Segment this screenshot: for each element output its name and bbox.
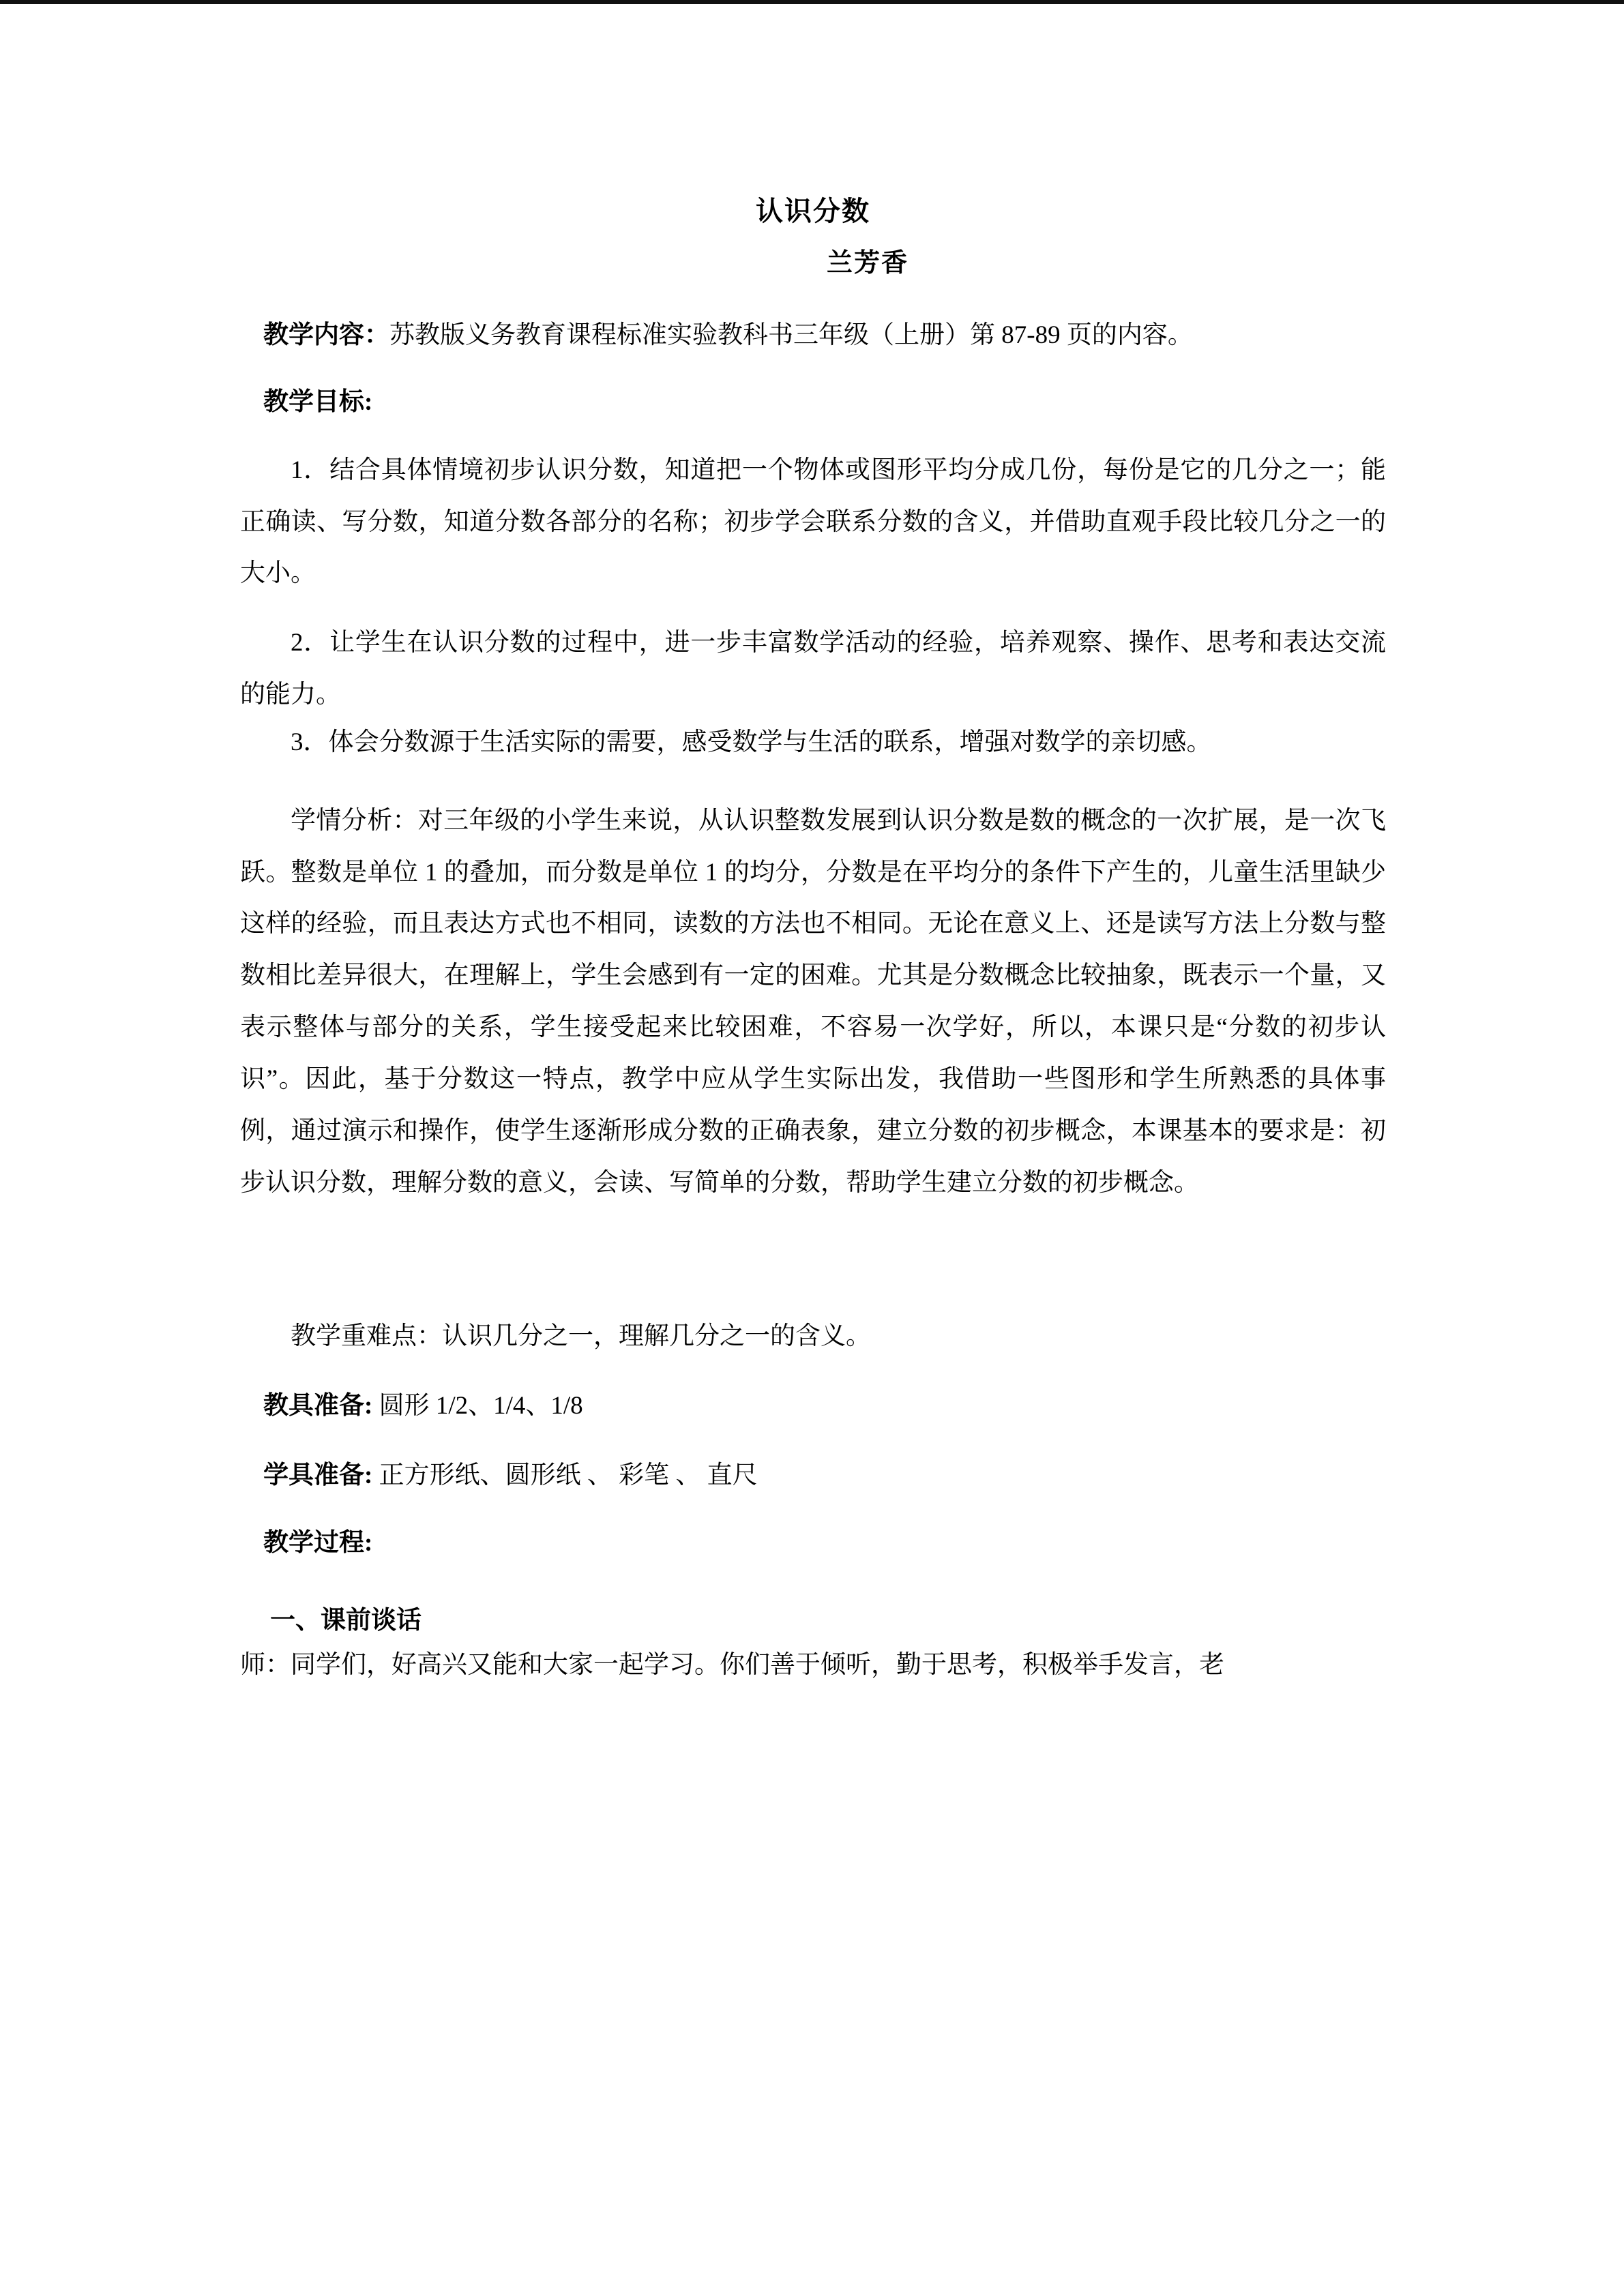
- section-one-line: 师：同学们，好高兴又能和大家一起学习。你们善于倾听，勤于思考，积极举手发言，老: [240, 1650, 1224, 1679]
- objectives-heading: 教学目标:: [263, 388, 373, 417]
- objective-item: 2．让学生在认识分数的过程中，进一步丰富数学活动的经验，培养观察、操作、思考和表达交流的能力。: [240, 629, 1386, 709]
- document-body: [240, 195, 1386, 1684]
- objective-item: 3．体会分数源于生活实际的需要，感受数学与生活的联系，增强对数学的亲切感。: [291, 728, 1212, 756]
- spacer: [240, 1502, 1386, 1519]
- teacher-materials-label: 教具准备:: [263, 1392, 373, 1420]
- key-difficulty-text: 认识几分之一，理解几分之一的含义。: [442, 1322, 871, 1351]
- spacer: [240, 1208, 1386, 1311]
- key-difficulty-paragraph: [240, 1311, 1386, 1362]
- teacher-materials-text: 圆形 1/2、1/4、1/8: [379, 1392, 583, 1420]
- section-one-heading: 一、课前谈话: [270, 1607, 422, 1635]
- teaching-content-text: 苏教版义务教育课程标准实验教科书三年级（上册）第 87-89 页的内容。: [389, 320, 1193, 349]
- student-materials-text: 正方形纸、圆形纸 、 彩笔 、 直尺: [379, 1461, 758, 1490]
- analysis-label: 学情分析：: [291, 806, 418, 835]
- spacer: [240, 427, 1386, 445]
- student-materials-label: 学具准备:: [263, 1461, 373, 1490]
- analysis-text: 对三年级的小学生来说，从认识整数发展到认识分数是数的概念的一次扩展，是一次飞跃。整数是单位 1 的叠加，而分数是单位 1 的均分，分数是在平均分的条件下产生的，儿童生活里缺少这样的经验，而且表达方式也不相同，读数的方法也不相同。无论在意义上、还是读写方法上分数与整数相比差异很大，在理解上，学生会感到有一定的困难。尤其是分数概念比较抽象，既表示一个量，又表示整体与部分的关系，学生接受起来比较困难，不容易一次学好，所以，本课只是“分数的初步认识”。因此，基于分数这一特点，教学中应从学生实际出发，我借助一些图形和学生所熟悉的具体事例，通过演示和操作，使学生逐渐形成分数的正确表象，建立分数的初步概念，本课基本的要求是：初步认识分数，理解分数的意义，会读、写简单的分数，帮助学生建立分数的初步概念。: [240, 806, 1387, 1197]
- spacer: [240, 280, 1386, 310]
- spacer: [240, 1362, 1386, 1380]
- spacer: [240, 599, 1386, 617]
- spacer: [240, 765, 1386, 795]
- spacer: [240, 361, 1386, 378]
- analysis-paragraph: [240, 795, 1386, 1209]
- spacer: [240, 1567, 1386, 1597]
- author-name: 兰芳香: [826, 249, 909, 278]
- teaching-content-paragraph: [240, 310, 1386, 361]
- objective-item: 1．结合具体情境初步认识分数，知道把一个物体或图形平均分成几份，每份是它的几分之一；能正确读、写分数，知道分数各部分的名称；初步学会联系分数的含义，并借助直观手段比较几分之一的大小。: [240, 456, 1386, 588]
- student-materials-paragraph: [240, 1450, 1386, 1502]
- key-difficulty-label: 教学重难点：: [291, 1322, 442, 1351]
- spacer: [240, 1432, 1386, 1450]
- teacher-materials-paragraph: [240, 1380, 1386, 1432]
- page-title: 认识分数: [756, 196, 870, 226]
- process-heading: 教学过程:: [263, 1528, 373, 1557]
- teaching-content-label: 教学内容：: [263, 320, 389, 349]
